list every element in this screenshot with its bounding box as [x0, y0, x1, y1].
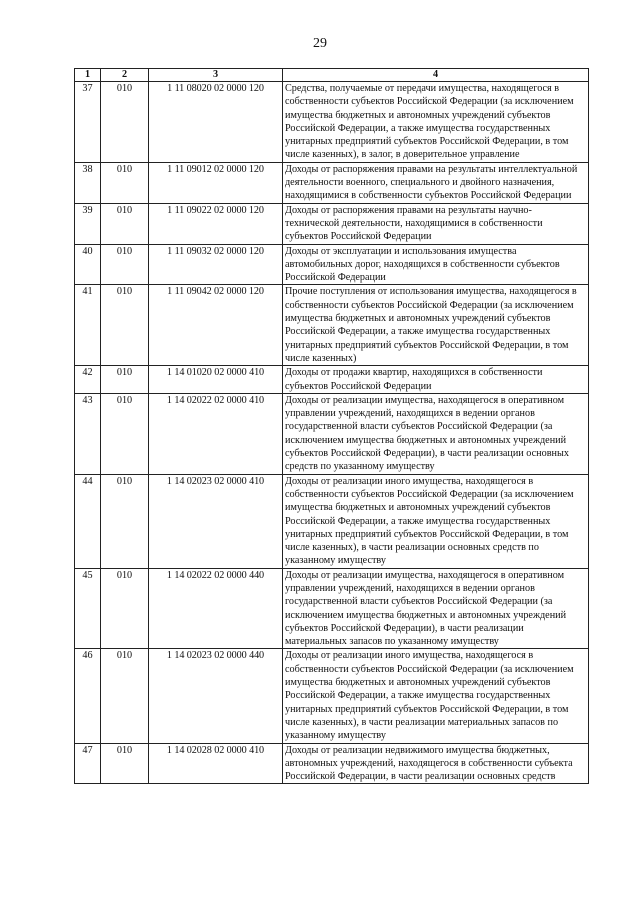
table-row [75, 743, 589, 784]
column-header-1: 1 [75, 69, 101, 82]
row-number: 46 [75, 649, 101, 743]
table-header [75, 69, 589, 82]
column-header-2: 2 [101, 69, 149, 82]
table-body [75, 82, 589, 784]
budget-classification-code: 1 14 02022 02 0000 410 [149, 393, 283, 474]
admin-code: 010 [101, 649, 149, 743]
row-number: 45 [75, 568, 101, 649]
revenue-description: Доходы от реализации иного имущества, находящегося в собственности субъектов Российской Федерации (за исключением имущества бюджетных и автономных учреждений субъектов Российской Федерации, а также имущества государственных унитарных предприятий субъектов Российской Федерации, в том числе казенных), в части реализации основных средств по указанному имуществу [283, 474, 589, 568]
table-row [75, 203, 589, 244]
column-header-4: 4 [283, 69, 589, 82]
revenue-description: Доходы от реализации имущества, находящегося в оперативном управлении учреждений, находящихся в ведении органов государственной власти субъектов Российской Федерации (за исключением имущества бюджетных и автономных учреждений субъектов Российской Федерации), в части реализации основных средств по указанному имуществу [283, 393, 589, 474]
header-row [75, 69, 589, 82]
admin-code: 010 [101, 393, 149, 474]
table-row [75, 366, 589, 394]
revenue-description: Доходы от реализации иного имущества, находящегося в собственности субъектов Российской Федерации (за исключением имущества бюджетных и автономных учреждений субъектов Российской Федерации, а также имущества государственных унитарных предприятий субъектов Российской Федерации, в том числе казенных), в части реализации материальных запасов по указанному имуществу [283, 649, 589, 743]
table-row [75, 474, 589, 568]
budget-classification-code: 1 11 09042 02 0000 120 [149, 285, 283, 366]
table-row [75, 649, 589, 743]
table-row [75, 82, 589, 163]
budget-classification-code: 1 14 02028 02 0000 410 [149, 743, 283, 784]
revenue-description: Средства, получаемые от передачи имущества, находящегося в собственности субъектов Российской Федерации (за исключением имущества бюджетных и автономных учреждений субъектов Российской Федерации, а также имущества государственных унитарных предприятий субъектов Российской Федерации, в том числе казенных), в залог, в доверительное управление [283, 82, 589, 163]
row-number: 38 [75, 162, 101, 203]
revenue-description: Доходы от эксплуатации и использования имущества автомобильных дорог, находящихся в собственности субъектов Российской Федерации [283, 244, 589, 285]
budget-classification-code: 1 11 09022 02 0000 120 [149, 203, 283, 244]
admin-code: 010 [101, 474, 149, 568]
table-row [75, 162, 589, 203]
budget-classification-code: 1 14 01020 02 0000 410 [149, 366, 283, 394]
admin-code: 010 [101, 203, 149, 244]
revenue-codes-table [74, 68, 589, 784]
revenue-description: Доходы от распоряжения правами на результаты научно-технической деятельности, находящимися в собственности субъектов Российской Федерации [283, 203, 589, 244]
page-number: 29 [313, 36, 327, 51]
revenue-description: Доходы от распоряжения правами на результаты интеллектуальной деятельности военного, специального и двойного назначения, находящимися в собственности субъектов Российской Федерации [283, 162, 589, 203]
row-number: 42 [75, 366, 101, 394]
budget-classification-code: 1 11 09032 02 0000 120 [149, 244, 283, 285]
row-number: 43 [75, 393, 101, 474]
budget-classification-code: 1 11 09012 02 0000 120 [149, 162, 283, 203]
row-number: 41 [75, 285, 101, 366]
budget-classification-code: 1 14 02023 02 0000 440 [149, 649, 283, 743]
revenue-description: Доходы от продажи квартир, находящихся в собственности субъектов Российской Федерации [283, 366, 589, 394]
table-row [75, 393, 589, 474]
admin-code: 010 [101, 162, 149, 203]
column-header-3: 3 [149, 69, 283, 82]
row-number: 44 [75, 474, 101, 568]
revenue-description: Прочие поступления от использования имущества, находящегося в собственности субъектов Российской Федерации (за исключением имущества бюджетных и автономных учреждений субъектов Российской Федерации, а также имущества государственных унитарных предприятий субъектов Российской Федерации, в том числе казенных) [283, 285, 589, 366]
admin-code: 010 [101, 82, 149, 163]
row-number: 39 [75, 203, 101, 244]
admin-code: 010 [101, 743, 149, 784]
table-row [75, 244, 589, 285]
admin-code: 010 [101, 285, 149, 366]
revenue-description: Доходы от реализации недвижимого имущества бюджетных, автономных учреждений, находящегося в собственности субъекта Российской Федерации, в части реализации основных средств [283, 743, 589, 784]
table-row [75, 285, 589, 366]
admin-code: 010 [101, 568, 149, 649]
row-number: 47 [75, 743, 101, 784]
row-number: 40 [75, 244, 101, 285]
budget-classification-code: 1 11 08020 02 0000 120 [149, 82, 283, 163]
revenue-description: Доходы от реализации имущества, находящегося в оперативном управлении учреждений, находящихся в ведении органов государственной власти субъектов Российской Федерации (за исключением имущества бюджетных и автономных учреждений субъектов Российской Федерации), в части реализации материальных запасов по указанному имуществу [283, 568, 589, 649]
budget-classification-code: 1 14 02023 02 0000 410 [149, 474, 283, 568]
budget-classification-code: 1 14 02022 02 0000 440 [149, 568, 283, 649]
table-row [75, 568, 589, 649]
row-number: 37 [75, 82, 101, 163]
admin-code: 010 [101, 244, 149, 285]
admin-code: 010 [101, 366, 149, 394]
